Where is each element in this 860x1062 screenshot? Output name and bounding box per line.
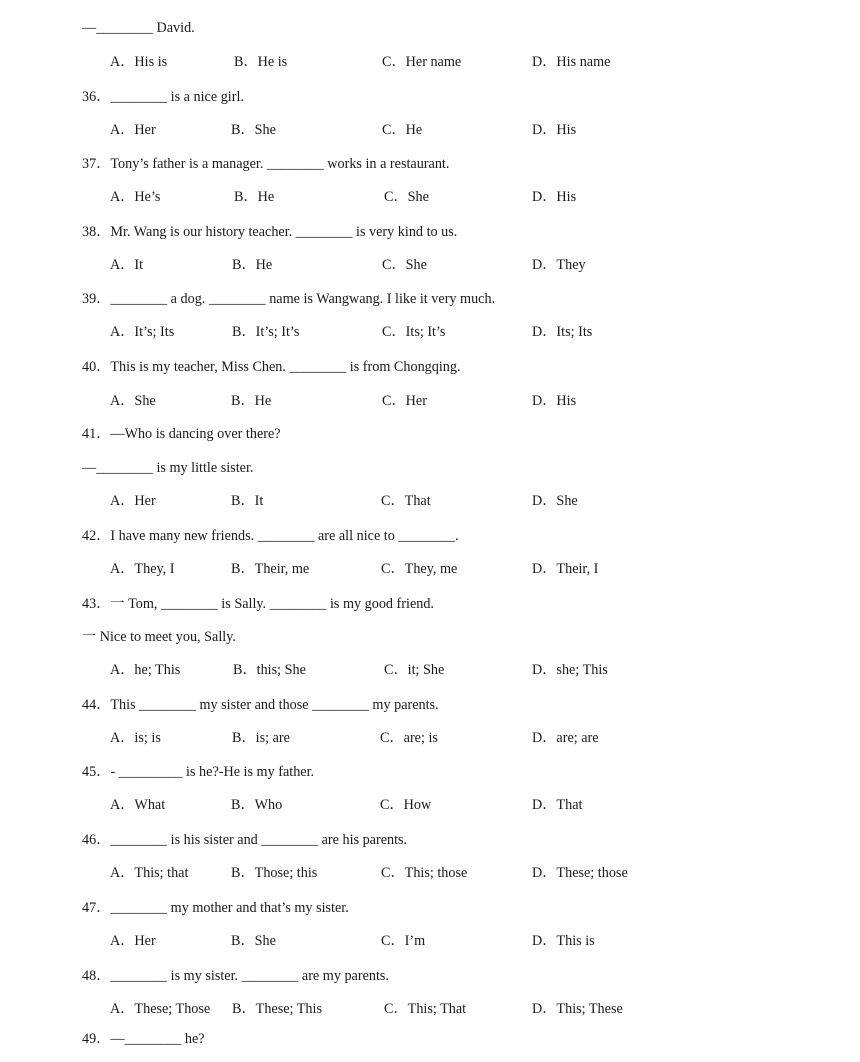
question-36: 36．________ is a nice girl. (82, 89, 244, 105)
option-c: C．He (382, 122, 423, 138)
option-c: C．She (382, 257, 427, 273)
option-a: A．Her (110, 493, 156, 509)
option-b: B．He is (234, 54, 288, 70)
question-38: 38．Mr. Wang is our history teacher. ________ is very kind to us. (82, 224, 458, 240)
option-d: D．Their, I (532, 561, 599, 577)
option-c: C．How (380, 797, 432, 813)
option-c: C．Its; It’s (382, 324, 446, 340)
option-b: B．He (231, 393, 272, 409)
option-c: C．Her name (382, 54, 462, 70)
options-35 (110, 53, 830, 71)
option-b: B．These; This (232, 1001, 322, 1017)
option-c: C．I’m (381, 933, 426, 949)
option-a: A．What (110, 797, 166, 813)
option-b: B．It (231, 493, 264, 509)
option-a: A．It’s; Its (110, 324, 175, 340)
option-a: A．This; that (110, 865, 189, 881)
question-40: 40．This is my teacher, Miss Chen. ________ is from Chongqing. (82, 359, 461, 375)
options-46 (110, 864, 830, 882)
option-c: C．This; That (384, 1001, 467, 1017)
options-40 (110, 392, 830, 410)
question-43-reply-line: 一 Nice to meet you, Sally. (82, 629, 236, 645)
options-47 (110, 932, 830, 950)
option-d: D．This; These (532, 1001, 623, 1017)
options-44 (110, 729, 830, 747)
question-44: 44．This ________ my sister and those ________ my parents. (82, 697, 439, 713)
option-b: B．is; are (232, 730, 290, 746)
option-a: A．His is (110, 54, 168, 70)
option-a: A．These; Those (110, 1001, 211, 1017)
option-b: B．Who (231, 797, 283, 813)
option-d: D．This is (532, 933, 595, 949)
option-c: C．are; is (380, 730, 438, 746)
option-a: A．Her (110, 122, 156, 138)
options-43 (110, 661, 830, 679)
option-a: A．is; is (110, 730, 161, 746)
option-b: B．Those; this (231, 865, 318, 881)
question-41-answer-line: —________ is my little sister. (82, 460, 254, 476)
options-48 (110, 1000, 830, 1018)
option-d: D．His (532, 393, 577, 409)
options-42 (110, 560, 830, 578)
option-d: D．His name (532, 54, 611, 70)
options-41 (110, 492, 830, 510)
option-a: A．He’s (110, 189, 161, 205)
option-b: B．Their, me (231, 561, 310, 577)
option-b: B．She (231, 122, 276, 138)
question-39: 39．________ a dog. ________ name is Wangwang. I like it very much. (82, 291, 496, 307)
option-c: C．Her (382, 393, 427, 409)
question-46: 46．________ is his sister and ________ are his parents. (82, 832, 408, 848)
option-a: A．They, I (110, 561, 175, 577)
option-d: D．Its; Its (532, 324, 593, 340)
option-b: B．this; She (233, 662, 306, 678)
option-d: D．His (532, 189, 577, 205)
option-b: B．He (232, 257, 273, 273)
question-47: 47．________ my mother and that’s my sister. (82, 900, 349, 916)
option-a: A．he; This (110, 662, 181, 678)
question-43: 43．一 Tom, ________ is Sally. ________ is my good friend. (82, 596, 434, 612)
question-42: 42．I have many new friends. ________ are all nice to ________. (82, 528, 459, 544)
option-a: A．She (110, 393, 156, 409)
option-d: D．are; are (532, 730, 599, 746)
options-36 (110, 121, 830, 139)
option-c: C．it; She (384, 662, 445, 678)
option-c: C．They, me (381, 561, 458, 577)
option-d: D．She (532, 493, 578, 509)
option-a: A．Her (110, 933, 156, 949)
option-c: C．She (384, 189, 429, 205)
option-d: D．she; This (532, 662, 608, 678)
option-b: B．He (234, 189, 275, 205)
option-d: D．That (532, 797, 583, 813)
option-d: D．These; those (532, 865, 628, 881)
options-37 (110, 188, 830, 206)
question-37: 37．Tony’s father is a manager. ________ works in a restaurant. (82, 156, 450, 172)
option-c: C．This; those (381, 865, 468, 881)
option-d: D．They (532, 257, 586, 273)
option-d: D．His (532, 122, 577, 138)
options-45 (110, 796, 830, 814)
question-48: 48．________ is my sister. ________ are my parents. (82, 968, 389, 984)
option-c: C．That (381, 493, 431, 509)
question-35-answer-line: —________ David. (82, 20, 195, 36)
options-38 (110, 256, 830, 274)
question-49: 49．—________ he? (82, 1031, 205, 1047)
option-a: A．It (110, 257, 144, 273)
question-41: 41．—Who is dancing over there? (82, 426, 281, 442)
option-b: B．She (231, 933, 276, 949)
options-39 (110, 323, 830, 341)
question-45: 45．- _________ is he?-He is my father. (82, 764, 315, 780)
option-b: B．It’s; It’s (232, 324, 300, 340)
